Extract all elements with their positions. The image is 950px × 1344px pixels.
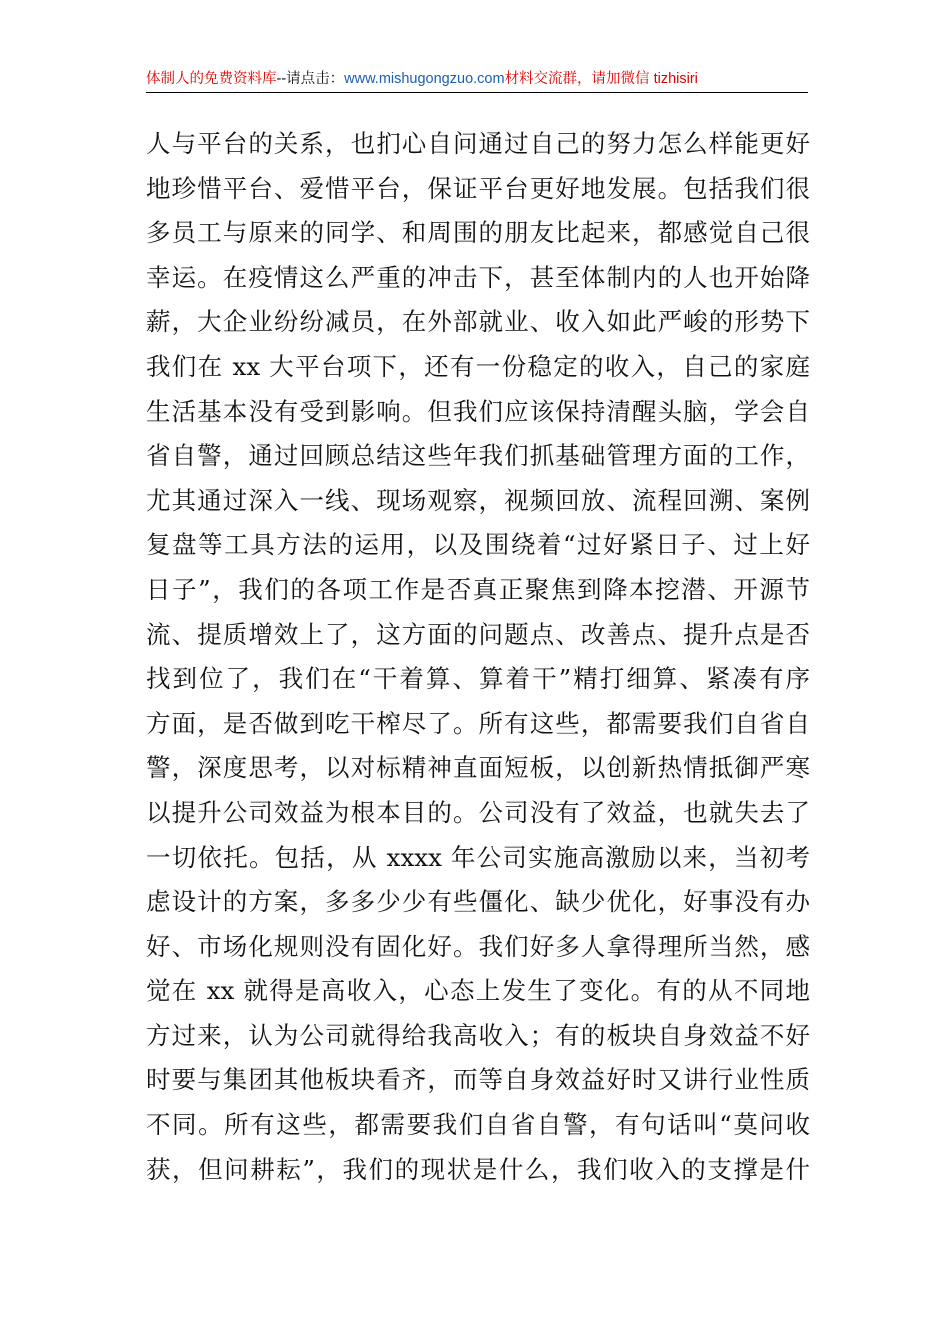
body-line: 我们在 xx 大平台项下，还有一份稳定的收入，自己的家庭 bbox=[146, 351, 810, 381]
body-line: 人与平台的关系，也扪心自问通过自己的努力怎么样能更好 bbox=[146, 129, 810, 158]
body-line: 觉在 xx 就得是高收入，心态上发生了变化。有的从不同地 bbox=[146, 976, 810, 1006]
body-line: 幸运。在疫情这么严重的冲击下，甚至体制内的人也开始降 bbox=[146, 262, 810, 292]
document-body bbox=[146, 122, 810, 1192]
body-line: 以提升公司效益为根本目的。公司没有了效益，也就失去了 bbox=[146, 797, 810, 827]
body-line: 一切依托。包括，从 xxxx 年公司实施高激励以来，当初考 bbox=[146, 842, 810, 872]
body-line: 警，深度思考，以对标精神直面短板，以创新热情抵御严寒 bbox=[146, 753, 810, 783]
body-line: 多员工与原来的同学、和周围的朋友比起来，都感觉自己很 bbox=[146, 218, 810, 248]
body-line: 地珍惜平台、爱惜平台，保证平台更好地发展。包括我们很 bbox=[146, 173, 810, 203]
body-line: 好、市场化规则没有固化好。我们好多人拿得理所当然，感 bbox=[146, 931, 810, 961]
body-line: 流、提质增效上了，这方面的问题点、改善点、提升点是否 bbox=[146, 619, 810, 649]
body-line: 方面，是否做到吃干榨尽了。所有这些，都需要我们自省自 bbox=[146, 708, 810, 738]
page-header bbox=[146, 68, 808, 93]
header-contact-info: 材料交流群，请加微信 tizhisiri bbox=[504, 71, 698, 87]
body-line: 尤其通过深入一线、现场观察，视频回放、流程回溯、案例 bbox=[146, 485, 810, 515]
body-line: 日子”，我们的各项工作是否真正聚焦到降本挖潜、开源节 bbox=[146, 574, 810, 604]
body-line: 时要与集团其他板块看齐，而等自身效益好时又讲行业性质 bbox=[146, 1065, 810, 1095]
body-line: 找到位了，我们在“干着算、算着干”精打细算、紧凑有序 bbox=[146, 664, 810, 694]
body-line: 省自警，通过回顾总结这些年我们抓基础管理方面的工作， bbox=[146, 441, 810, 471]
body-line: 复盘等工具方法的运用，以及围绕着“过好紧日子、过上好 bbox=[146, 530, 810, 560]
body-line: 方过来，认为公司就得给我高收入；有的板块自身效益不好 bbox=[146, 1020, 810, 1050]
body-line: 虑设计的方案，多多少少有些僵化、缺少优化，好事没有办 bbox=[146, 887, 810, 917]
body-line: 薪，大企业纷纷减员，在外部就业、收入如此严峻的形势下 bbox=[146, 307, 810, 337]
body-line: 获，但问耕耘”，我们的现状是什么，我们收入的支撑是什 bbox=[146, 1154, 810, 1184]
header-click-prompt: --请点击： bbox=[276, 71, 345, 87]
body-line: 不同。所有这些，都需要我们自省自警，有句话叫“莫问收 bbox=[146, 1110, 810, 1140]
header-site-name: 体制人的免费资料库 bbox=[146, 71, 277, 87]
header-url-link[interactable]: www.mishugongzuo.com bbox=[344, 71, 505, 87]
body-line: 生活基本没有受到影响。但我们应该保持清醒头脑，学会自 bbox=[146, 396, 810, 426]
